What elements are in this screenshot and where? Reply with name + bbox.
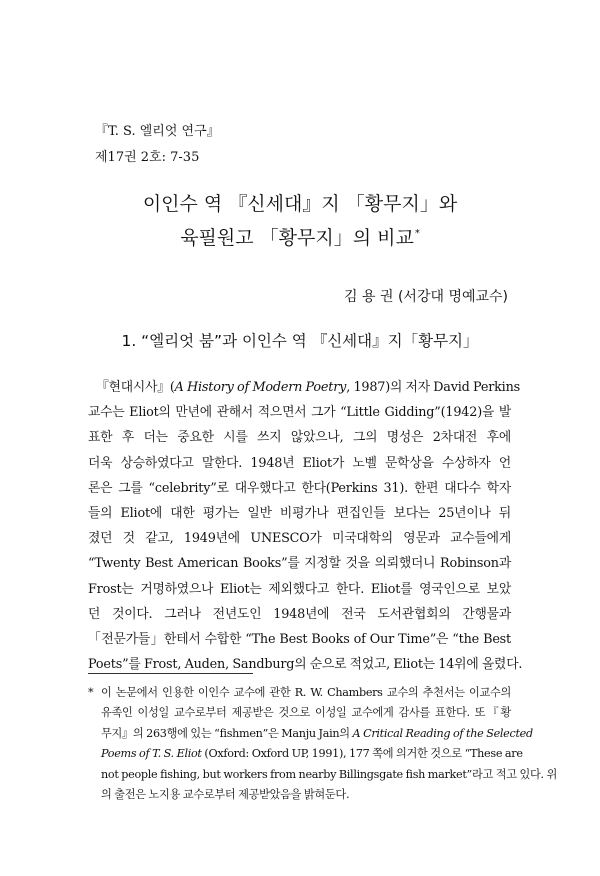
body-line: 들의 Eliot에 대한 평가는 일반 비평가나 편집인들 보다는 25년이나 뒤: [88, 505, 511, 521]
footnote: [88, 683, 558, 805]
book-title-italic: A History of Modern Poetry: [174, 380, 347, 395]
footnote-text: 무지』의 263행에 있는 “fishmen”은 Manju Jain의: [101, 726, 350, 740]
article-title-line-2: [0, 226, 600, 250]
body-line: Frost는 거명하였으나 Eliot는 제외했다고 한다. Eliot를 영국인으로 보았: [88, 581, 511, 597]
body-line: 「전문가들」한테서 수합한 “The Best Books of Our Time”은 “the Best: [88, 631, 511, 647]
author-byline: 김 용 권 (서강대 명예교수): [344, 289, 508, 305]
body-line: 교수는 Eliot의 만년에 관해서 적으면서 그가 “Little Gidding”(1942)을 발: [88, 405, 511, 421]
body-line: 던 것이다. 그러나 전년도인 1948년에 전국 도서관협회의 간행물과: [88, 606, 511, 622]
journal-name: 『T. S. 엘리엇 연구』: [95, 124, 220, 139]
footnote-line: not people fishing, but workers from nearby Billingsgate fish market”라고 적고 있다. 위: [101, 767, 558, 781]
article-title-line-2-text: 육필원고 「황무지」의 비교: [180, 227, 414, 249]
footnote-book-title: Poems of T. S. Eliot: [101, 747, 202, 761]
body-line: [88, 375, 520, 400]
body-text: 『현대시사』(: [96, 380, 175, 395]
title-footnote-mark[interactable]: *: [414, 228, 420, 239]
body-text: , 1987)의 저자 David Perkins: [346, 380, 520, 395]
body-line: Poets”를 Frost, Auden, Sandburg의 순으로 적었고, Eliot는 14위에 올렸다.: [88, 657, 523, 673]
footnote-mark: *: [88, 686, 94, 699]
footnote-line: 유족인 이성일 교수로부터 제공받은 것으로 이성일 교수에게 감사를 표한다. 또『황: [101, 706, 511, 720]
section-heading: 1. “엘리엇 붐”과 이인수 역 『신세대』지「황무지」: [121, 332, 479, 350]
body-line: 졌던 것 같고, 1949년에 UNESCO가 미국대학의 영문과 교수들에게: [88, 531, 511, 547]
body-line: 론은 그를 “celebrity”로 대우했다고 한다(Perkins 31). 한편 대다수 학자: [88, 480, 511, 496]
body-line: 표한 후 더는 중요한 시를 쓰지 않았으나, 그의 명성은 2차대전 후에: [88, 430, 511, 446]
body-line: 더욱 상승하였다고 말한다. 1948년 Eliot가 노벨 문학상을 수상하자 언: [88, 455, 511, 471]
footnote-line: [88, 683, 511, 703]
article-title-line-1: 이인수 역 『신세대』지 「황무지」와: [142, 193, 458, 215]
footnote-line: 의 출전은 노지용 교수로부터 제공받았음을 밝혀둔다.: [101, 787, 350, 801]
body-paragraph: [88, 375, 523, 677]
journal-issue: 제17권 2호: 7-35: [95, 150, 200, 165]
footnote-text: 이 논문에서 인용한 이인수 교수에 관한 R. W. Chambers 교수의 추천서는 이교수의: [101, 686, 511, 699]
footnote-book-title: A Critical Reading of the Selected: [352, 726, 533, 740]
body-line: “Twenty Best American Books”를 지정할 것을 의뢰했더니 Robinson과: [88, 556, 511, 572]
footnote-line: [88, 724, 533, 744]
footnote-divider: [88, 673, 253, 674]
footnote-text: (Oxford: Oxford UP, 1991), 177 쪽에 의거한 것으로 “These are: [204, 747, 523, 761]
footnote-line: [88, 744, 523, 764]
